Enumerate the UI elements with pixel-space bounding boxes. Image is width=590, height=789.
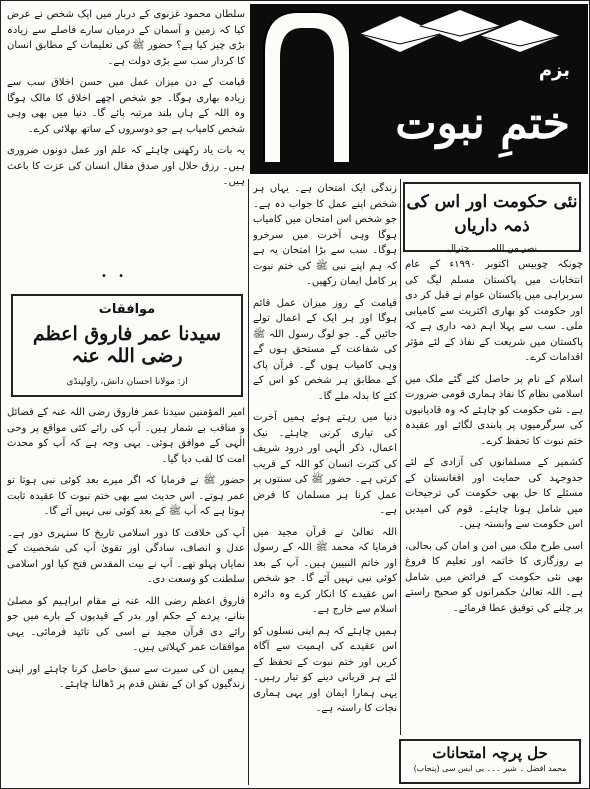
byline: نصر من اللہ ۔۔۔ چترال — [447, 244, 537, 254]
article-middle — [253, 181, 397, 785]
paragraph: یہ بات یاد رکھنی چاہئے کہ علم اور عمل دونوں ضروری ہیں۔ رزق حلال اور صدق مقال انسان کی عزت کا باعث ہیں۔ — [7, 145, 245, 187]
paragraph: ہمیں ان کی سیرت سے سبق حاصل کرنا چاہئے اور اپنی زندگیوں کو ان کے نقش قدم پر ڈھالنا چاہئے۔ — [7, 663, 245, 690]
masthead-title: ختمِ نبوت — [395, 98, 570, 149]
muwafiqat-box — [11, 294, 243, 397]
muwafiqat-name: سیدنا عمر فاروق اعظم رضی اللہ عنہ — [32, 323, 222, 367]
article-left-bottom — [7, 405, 245, 785]
column-rule — [400, 179, 401, 735]
exam-solutions-title: حل پرچہ امتحانات — [432, 744, 548, 762]
muwafiqat-label: موافقات — [98, 302, 156, 317]
paragraph: آپ کی خلافت کا دور اسلامی تاریخ کا سنہری دور ہے۔ عدل و انصاف، سادگی اور تقویٰ آپ کی شخصیت کے نمایاں پہلو تھے۔ آپ نے بیت المقدس فتح کیا اور اسلامی سلطنت کو وسعت دی۔ — [7, 527, 245, 585]
paragraph: حضور ﷺ نے فرمایا کہ اگر میرے بعد کوئی نبی ہوتا تو عمر ہوتے۔ اس حدیث سے بھی ختم نبوت کا عقیدہ ثابت ہوتا ہے کہ آپ ﷺ کے بعد کوئی نبی نہیں آئے گا۔ — [7, 475, 245, 517]
paragraph: امیر المؤمنین سیدنا عمر فاروق رضی اللہ عنہ کے فضائل و مناقب بے شمار ہیں۔ آپ کی رائے کئی مواقع پر وحی الٰہی کے موافق ہوئی۔ یہی وجہ ہے کہ آپ کو محدث امت کا لقب دیا گیا۔ — [7, 407, 245, 465]
paragraph: اللہ تعالیٰ نے قرآن مجید میں فرمایا کہ محمد ﷺ اللہ کے رسول اور خاتم النبیین ہیں۔ آپ کے بعد کوئی نبی نہیں آئے گا۔ جو شخص اس عقیدے کا انکار کرے وہ دائرہ اسلام سے خارج ہے۔ — [253, 526, 397, 615]
paragraph: فاروق اعظم رضی اللہ عنہ نے مقام ابراہیم کو مصلیٰ بنانے، پردے کے حکم اور بدر کے قیدیوں کے بارے میں جو رائے دی قرآن مجید نے اسی کی تائید فرمائی۔ یہی موافقات عمر کہلاتی ہیں۔ — [7, 595, 245, 653]
paragraph: قیامت کے روز میزان عمل قائم ہوگا اور ہر ایک کے اعمال تولے جائیں گے۔ جو لوگ رسول اللہ ﷺ کی شفاعت کے مستحق ہوں گے وہی کامیاب ہوں گے۔ قرآن پاک کے مطابق ہر شخص کو اس کے کئے کا بدلہ ملے گا۔ — [253, 297, 397, 402]
masthead-banner — [250, 4, 588, 174]
article-new-government — [405, 257, 583, 735]
headline-new-government: نئی حکومت اور اس کی ذمہ داریاں — [406, 192, 578, 236]
masthead-kicker: بزم — [538, 60, 570, 81]
exam-solutions-box — [399, 739, 581, 784]
paragraph: زندگی ایک امتحان ہے۔ یہاں ہر شخص اپنے عمل کا جواب دہ ہے۔ جو شخص اس امتحان میں کامیاب ہوگا وہی آخرت میں سرخرو ہوگا۔ سب سے بڑا امتحان یہ ہے کہ ہم اپنے نبی ﷺ کی ختم نبوت پر کامل ایمان رکھیں۔ — [253, 183, 397, 287]
paragraph: قیامت کے دن میزان عمل میں حسن اخلاق سب سے زیادہ بھاری ہوگا۔ جو شخص اچھے اخلاق کا مالک ہوگا وہ اللہ کے ہاں بلند مرتبہ پائے گا۔ دنیا میں بھی وہی شخص کامیاب ہے جو دوسروں کے ساتھ بھلائی کرے۔ — [7, 77, 245, 135]
paragraph: سلطان محمود غزنوی کے دربار میں ایک شخص نے عرض کیا کہ زمین و آسمان کے درمیان سارے فاصلے سے زیادہ بڑی چیز کیا ہے؟ حضور ﷺ کی تعلیمات کے مطابق انسان کا کردار سب سے بڑی دولت ہے۔ — [7, 9, 245, 67]
paragraph: کشمیر کے مسلمانوں کی آزادی کے لئے جدوجہد کی حمایت اور افغانستان کے مسئلے کا حل بھی حکومت کی ترجیحات میں شامل ہونا چاہئے۔ قوم کی امیدیں اس حکومت سے وابستہ ہیں۔ — [405, 457, 583, 530]
column-rule — [248, 179, 249, 785]
paragraph: چونکہ چوبیس اکتوبر ۱۹۹۰ء کے عام انتخابات میں پاکستان مسلم لیگ کی سربراہی میں پاکستان عوام نے قبل کر دی اور حکومت کو بھاری اکثریت سے کامیابی ملی۔ سب سے پہلا اہم ذمہ داری ہے کہ پاکستان میں شریعت کے نفاذ کے لئے مؤثر اقدامات کرے۔ — [405, 259, 583, 363]
paragraph: دنیا میں رہتے ہوئے ہمیں آخرت کی تیاری کرنی چاہئے۔ نیک اعمال، ذکر الٰہی اور درود شریف کی کثرت انسان کو اللہ کے قریب کرتی ہے۔ حضور ﷺ کی سنتوں پر عمل کرنا ہر مسلمان کا فرض ہے۔ — [253, 412, 397, 516]
muwafiqat-author: از: مولانا احسان دانش، راولپنڈی — [66, 377, 188, 387]
ornament-dots: • • — [101, 271, 128, 282]
paragraph: ہمیں چاہئے کہ ہم اپنی نسلوں کو اس عقیدے کی اہمیت سے آگاہ کریں اور ختم نبوت کے تحفظ کے لئے ہر قربانی دینے کو تیار رہیں۔ یہی ہمارا ایمان اور یہی ہماری نجات کا راستہ ہے۔ — [253, 625, 397, 714]
paragraph: اسلام کے نام پر حاصل کئے گئے ملک میں اسلامی نظام کا نفاذ ہماری قومی ضرورت ہے۔ نئی حکومت کو چاہئے کہ وہ قادیانیوں کی سرگرمیوں پر پابندی لگائے اور عقیدہ ختم نبوت کا تحفظ کرے۔ — [405, 373, 583, 447]
paragraph: اسی طرح ملک میں امن و امان کی بحالی، بے روزگاری کا خاتمہ اور تعلیم کا فروغ بھی نئی حکومت کے فرائض میں شامل ہے۔ اللہ تعالیٰ حکمرانوں کو صحیح راستے پر چلنے کی توفیق عطا فرمائے۔ — [405, 540, 583, 614]
headline-box-new-government — [403, 182, 581, 252]
exam-solutions-subtitle: محمد افضل ۔ شیر ۔۔۔ بی ایس سی (پنجاب) — [413, 764, 567, 773]
article-left-top — [7, 7, 245, 285]
